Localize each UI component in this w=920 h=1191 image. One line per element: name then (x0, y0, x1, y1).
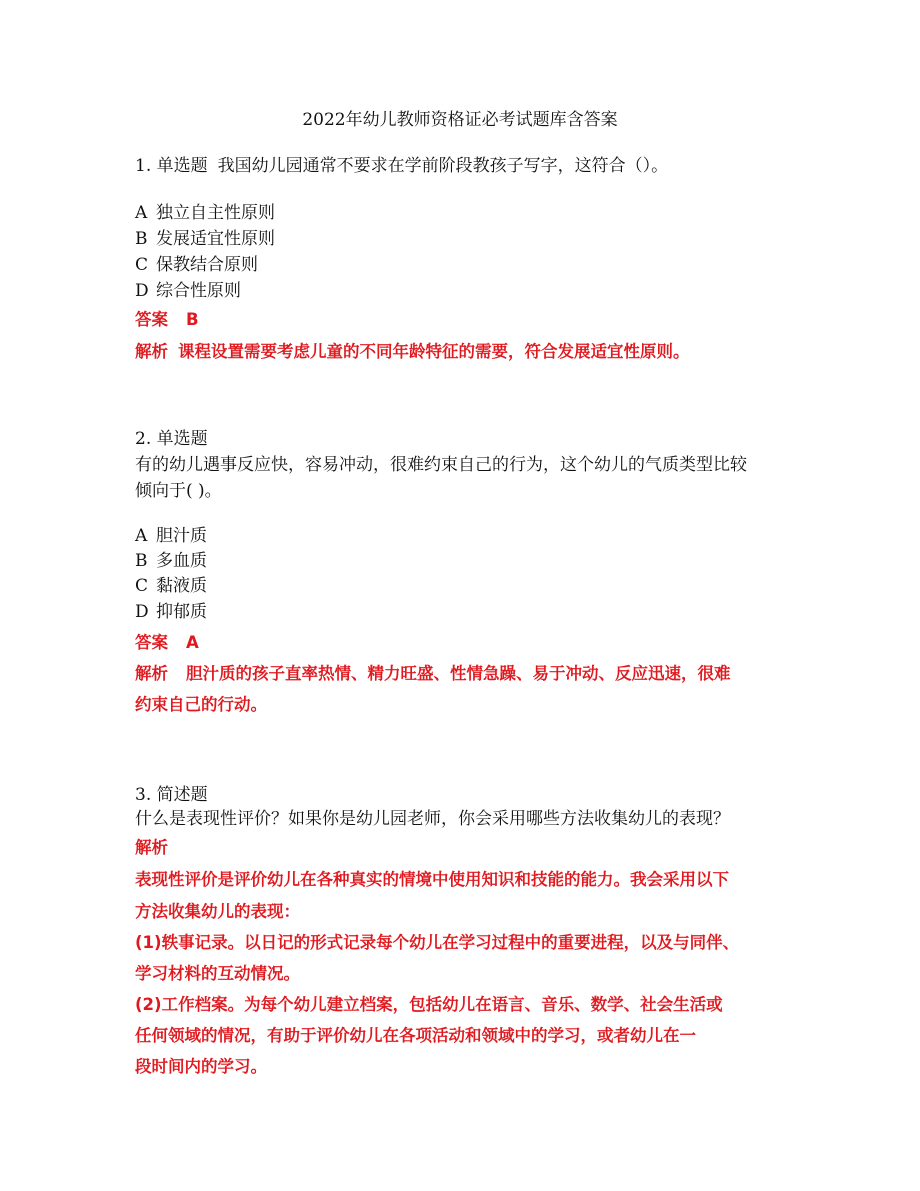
option-text: 胆汁质 (156, 526, 207, 546)
question-1-option-d (135, 278, 795, 304)
question-3-analysis-line: (1)轶事记录。以日记的形式记录每个幼儿在学习过程中的重要进程，以及与同伴、 (135, 933, 740, 952)
question-1-stem: 我国幼儿园通常不要求在学前阶段教孩子写字，这符合（）。 (217, 156, 669, 176)
option-letter: C (135, 576, 149, 596)
question-1-answer (135, 307, 795, 333)
question-2-analysis-line-2: 约束自己的行动。 (135, 695, 267, 714)
option-letter: A (135, 203, 148, 223)
question-2-option-b (135, 548, 795, 574)
option-letter: B (135, 229, 148, 249)
question-2-header: 2. 单选题 (135, 429, 208, 449)
option-letter: C (135, 255, 149, 275)
analysis-text: 课程设置需要考虑儿童的不同年龄特征的需要，符合发展适宜性原则。 (178, 342, 690, 361)
question-1-line (135, 153, 795, 179)
question-1-option-b (135, 226, 795, 252)
option-letter: D (135, 281, 149, 301)
answer-value: B (186, 310, 199, 329)
option-text: 抑郁质 (156, 602, 207, 622)
question-2-option-a (135, 523, 795, 549)
question-3-stem: 什么是表现性评价？如果你是幼儿园老师，你会采用哪些方法收集幼儿的表现？ (135, 809, 730, 829)
question-2-answer (135, 630, 795, 656)
answer-value: A (186, 633, 199, 652)
question-3-analysis-line: 方法收集幼儿的表现： (135, 902, 300, 921)
question-1-header: 1. 单选题 (135, 156, 208, 176)
document-title: 2022年幼儿教师资格证必考试题库含答案 (302, 110, 618, 130)
question-3-analysis-label: 解析 (135, 838, 168, 857)
option-text: 综合性原则 (156, 281, 241, 301)
answer-label: 答案 (135, 310, 168, 329)
analysis-label: 解析 (135, 342, 168, 361)
question-3-analysis-line: 学习材料的互动情况。 (135, 964, 300, 983)
question-3-analysis-line: 段时间内的学习。 (135, 1057, 267, 1076)
question-2-analysis-line-1 (135, 661, 795, 687)
option-letter: A (135, 526, 148, 546)
question-2-stem-line-2: 倾向于( )。 (135, 481, 222, 501)
question-2-stem-line-1: 有的幼儿遇事反应快，容易冲动，很难约束自己的行为，这个幼儿的气质类型比较 (135, 455, 747, 475)
question-3-analysis-line: 表现性评价是评价幼儿在各种真实的情境中使用知识和技能的能力。我会采用以下 (135, 870, 729, 889)
analysis-label: 解析 (135, 664, 168, 683)
option-text: 多血质 (156, 551, 207, 571)
answer-label: 答案 (135, 633, 168, 652)
question-2-option-c (135, 573, 795, 599)
option-text: 保教结合原则 (156, 255, 258, 275)
option-text: 发展适宜性原则 (156, 229, 275, 249)
question-3-header: 3. 简述题 (135, 785, 208, 805)
analysis-text: 胆汁质的孩子直率热情、精力旺盛、性情急躁、易于冲动、反应迅速，很难 (186, 664, 731, 683)
question-1-analysis (135, 339, 795, 365)
option-text: 独立自主性原则 (156, 203, 275, 223)
option-letter: B (135, 551, 148, 571)
option-text: 黏液质 (156, 576, 207, 596)
question-1-option-c (135, 252, 795, 278)
question-1-option-a (135, 200, 795, 226)
question-2-option-d (135, 599, 795, 625)
option-letter: D (135, 602, 149, 622)
question-3-analysis-line: (2)工作档案。为每个幼儿建立档案，包括幼儿在语言、音乐、数学、社会生活或 (135, 995, 723, 1014)
question-3-analysis-line: 任何领域的情况，有助于评价幼儿在各项活动和领域中的学习，或者幼儿在一 (135, 1026, 696, 1045)
